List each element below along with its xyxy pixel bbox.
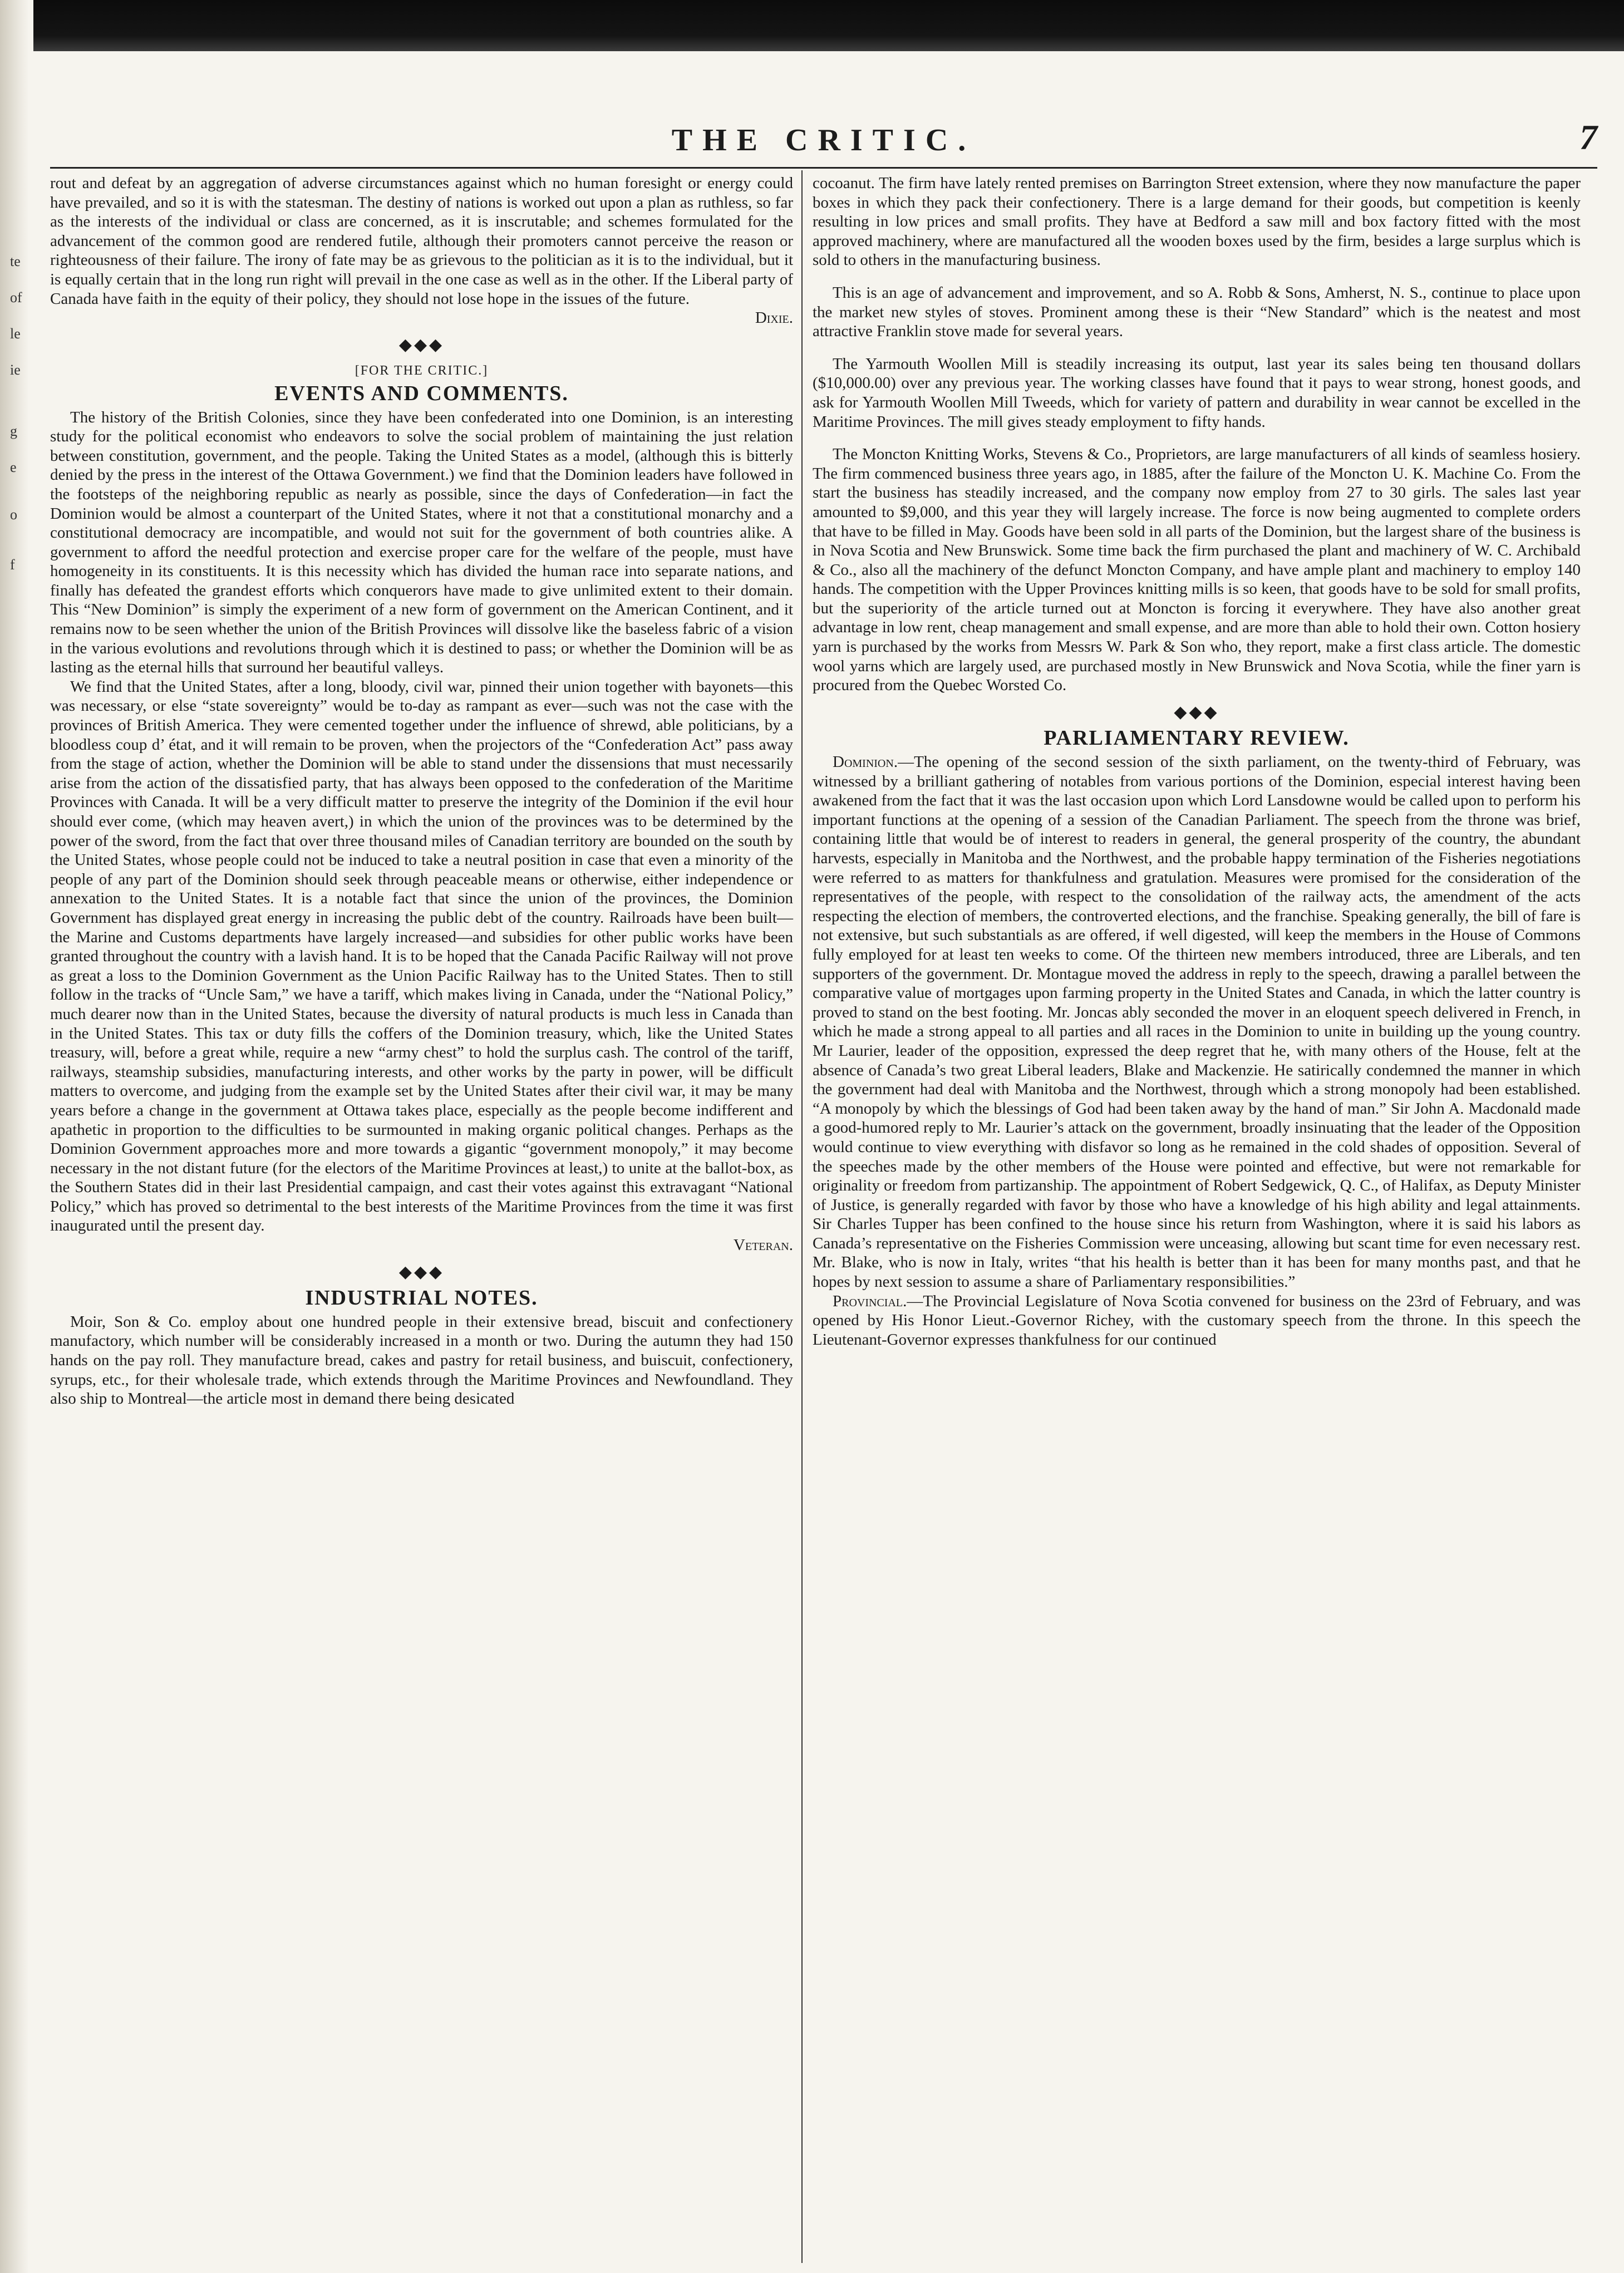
edge-mark: g — [10, 423, 17, 439]
scan-top-border — [33, 0, 1624, 51]
edge-mark: ie — [10, 362, 21, 378]
provincial-lead: Provincial. — [833, 1292, 907, 1310]
edge-mark: te — [10, 253, 21, 269]
masthead-title: THE CRITIC. — [671, 123, 976, 158]
author-signature: Veteran. — [733, 1236, 793, 1254]
industrial-paragraph: Moir, Son & Co. employ about one hundred people in their extensive bread, biscuit and confectionery manufactory, which number will be considerably increased in a month or two. During the autumn they had 150 hands on the pay roll. They manufacture bread, cakes and pastry for retail business, and buiscuit, confectionery, syrups, etc., for their wholesale trade, which extends through the Maritime Provinces and Newfoundland. They also ship to Montreal—the article most in demand there being desicated — [50, 1312, 793, 1408]
events-heading: EVENTS AND COMMENTS. — [274, 381, 569, 405]
right-column — [813, 174, 1581, 1349]
page-number: 7 — [1579, 117, 1597, 157]
industrial-paragraph: cocoanut. The firm have lately rented premises on Barrington Street extension, where they now manufacture the paper boxes in which they pack their confectionery. There is a large demand for their goods, but competition is keenly resulting in low prices and small profits. They have at Bedford a saw mill and box factory fitted with the most approved machinery, where are manufactured all the wooden boxes used by the firm, besides a large surplus which is sold to others in the manufacturing business. — [813, 174, 1581, 269]
running-head — [50, 117, 1597, 167]
dominion-lead: Dominion. — [833, 753, 898, 771]
gap — [813, 431, 1581, 445]
edge-mark: o — [10, 506, 17, 523]
provincial-paragraph — [813, 1292, 1581, 1350]
left-column — [50, 174, 793, 1409]
edge-mark: f — [10, 557, 15, 573]
industrial-paragraph: This is an age of advancement and improvement, and so A. Robb & Sons, Amherst, N. S., continue to place upon the market new styles of stoves. Prominent among these is their “New Standard” which is the neatest and most attractive Franklin stove made for several years. — [813, 283, 1581, 341]
section-ornament: ◆◆◆ — [398, 1262, 445, 1281]
dominion-paragraph — [813, 752, 1581, 1292]
edge-mark: of — [10, 289, 22, 306]
parliamentary-heading: PARLIAMENTARY REVIEW. — [1044, 726, 1350, 750]
page-edge-shadow — [0, 0, 29, 2273]
section-ornament: ◆◆◆ — [398, 335, 445, 354]
events-paragraph: We find that the United States, after a long, bloody, civil war, pinned their union together with bayonets—this was necessary, or else “state sovereignty” would be to-day as rampant as ever—such was not the case with the provinces of British America. They were cemented together under the influence of shrewd, able politicians, by a bloodless coup d’ état, and it will remain to be proven, when the projectors of the “Confederation Act” pass away from the stage of action, whether the Dominion will be able to stand under the dissensions that must necessarily arise from the action of the dissatisfied party, that has always been opposed to the confederation of the Maritime Provinces with Canada. It will be a very difficult matter to preserve the integrity of the Dominion if the evil hour should ever come, (which may heaven avert,) in which the union of the provinces was to be determined by the power of the sword, from the fact that over three thousand miles of Canadian territory are bounded on the south by the United States, whose people could not be induced to take a neutral position in case that even a minority of the people of any part of the Dominion should seek through peaceable means or otherwise, either independence or annexation to the United States. It is a notable fact that since the union of the provinces, the Dominion Government has displayed great energy in increasing the public debt of the country. Railroads have been built—the Marine and Customs departments have largely increased—and subsidies for other public works have been granted throughout the country with a lavish hand. It is to be hoped that the Canada Pacific Railway will not prove as great a loss to the Dominion Government as the Union Pacific Railway has to the United States. Then to still follow in the tracks of “Uncle Sam,” we have a tariff, which makes living in Canada, under the “National Policy,” much dearer now than in the United States, because the diversity of natural products is much less in Canada than in the United States. This tax or duty fills the coffers of the Dominion treasury, which, like the United States treasury, will, before a great while, require a new “army chest” to hold the surplus cash. The control of the tariff, railways, steamship subsidies, manufacturing interests, and other works by the party in power, will be difficult matters to overcome, and judging from the example set by the United States after their civil war, it may be many years before a change in the government at Ottawa takes place, especially as the people become indifferent and apathetic in proportion to the difficulties to be surmounted in making organic political changes. Perhaps as the Dominion Government approaches more and more towards a gigantic “government monopoly,” it may become necessary in the not distant future (for the electors of the Maritime Provinces at least,) to unite at the ballot-box, as the Southern States did in their last Presidential campaign, and cast their votes against this extravagant “National Policy,” which has proved so detrimental to the best interests of the Maritime Provinces from the time it was first inaugurated until the present day. — [50, 677, 793, 1235]
column-divider — [801, 170, 803, 2263]
events-paragraph: The history of the British Colonies, since they have been confederated into one Dominion, is an interesting study for the political economist who endeavors to solve the social problem of maintaining the just relation between constitution, government, and the people. Taking the United States as a model, (although this is bitterly denied by the press in the interest of the Ottawa Government.) we find that the Dominion leaders have followed in the footsteps of the neighboring republic as nearly as possible, since the days of Confederation—in fact the Dominion would be almost a counterpart of the United States, where it not that a constitutional monarchy and a constitutional democracy are incompatible, and would not suit for the government of both countries alike. A government to afford the needful protection and exercise proper care for the welfare of the people, must have homogeneity in its constituents. It is this necessity which has divided the human race into separate nations, and finally has defeated the grandest efforts which conquerors have made to give unlimited extent to their domain. This “New Dominion” is simply the experiment of a new form of government on the American Continent, and it remains now to be seen whether the union of the British Provinces will dissolve like the baseless fabric of a vision in the various evolutions and revolutions through which it is destined to pass; or whether the Dominion will be as lasting as the eternal hills that surround her beautiful valleys. — [50, 408, 793, 677]
gap — [813, 270, 1581, 283]
provincial-text: —The Provincial Legislature of Nova Scotia convened for business on the 23rd of February, and was opened by His Honor Lieut.-Governor Richey, with the customary speech from the throne. In this speech the Lieutenant-Governor expresses thankfulness for our continued — [813, 1292, 1581, 1349]
industrial-paragraph: The Yarmouth Woollen Mill is steadily increasing its output, last year its sales being ten thousand dollars ($10,000.00) over any previous year. The working classes have found that it pays to wear strong, honest goods, and ask for Yarmouth Woollen Mill Tweeds, which for variety of pattern and durability in wear cannot be excelled in the Maritime Provinces. The mill gives steady employment to fifty hands. — [813, 355, 1581, 431]
dominion-text: —The opening of the second session of the sixth parliament, on the twenty-third of February, was witnessed by a brilliant gathering of notables from various portions of the Dominion, especial interest having been awakened from the fact that it was the last occasion upon which Lord Lansdowne would be called upon to perform his important functions at the opening of a session of the Canadian Parliament. The speech from the throne was brief, containing little that would be of interest to readers in general, the general prosperity of the country, the abundant harvests, especially in Manitoba and the Northwest, and the probable happy termination of the Fisheries negotiations were referred to as matters for thankfulness and gratulation. Measures were promised for the consideration of the representatives of the people, with respect to the consolidation of the railway acts, the amendment of the acts respecting the election of members, the controverted elections, and the franchise. Speaking generally, the bill of fare is not extensive, but such substantials as are offered, if well digested, will keep the members in the House of Commons fully employed for at least ten weeks to come. Of the thirteen new members introduced, three are Liberals, and ten supporters of the government. Dr. Montague moved the address in reply to the speech, drawing a parallel between the comparative value of mortgages upon farming property in the United States and Canada, in which the latter country is proved to stand on the best footing. Mr. Joncas ably seconded the mover in an eloquent speech delivered in French, in which he made a strong appeal to all parties and all races in the Dominion to unite in building up the young country. Mr Laurier, leader of the opposition, expressed the deep regret that he, with many others of the House, felt at the absence of Canada’s two great Liberal leaders, Blake and Mackenzie. He satirically condemned the manner in which the government had deal with Manitoba and the Northwest, through which a strong monopoly had been established. “A monopoly by which the blessings of God had been taken away by the hand of man.” Sir John A. Macdonald made a good-humored reply to Mr. Laurier’s attack on the government, broadly insinuating that the leader of the Opposition would continue to view everything with disfavor so long as he remained in the cold shades of opposition. Several of the speeches made by the other members of the House were pointed and effective, but were not remarkable for originality or freedom from partizanship. The appointment of Robert Sedgewick, Q. C., of Halifax, as Deputy Minister of Justice, is generally regarded with favor by those who have a knowledge of his high ability and legal attainments. Sir Charles Tupper has been confined to the house since his return from Washington, where it is said his labors as Canada’s representative on the Fisheries Commission were unceasing, allowing but scant time for even necessary rest. Mr. Blake, who is now in Italy, writes “that his health is better than it has been for many months past, and that he hopes by next session to assume a share of Parliamentary responsibilities.” — [813, 753, 1581, 1291]
article-credit: [FOR THE CRITIC.] — [355, 363, 489, 378]
header-rule — [50, 167, 1597, 169]
section-ornament: ◆◆◆ — [1174, 702, 1219, 721]
gap — [813, 341, 1581, 355]
edge-mark: e — [10, 459, 17, 475]
author-signature: Dixie. — [755, 309, 793, 327]
industrial-paragraph: The Moncton Knitting Works, Stevens & Co., Proprietors, are large manufacturers of all kinds of seamless hosiery. The firm commenced business three years ago, in 1885, after the failure of the Moncton U. K. Machine Co. From the start the business has steadily increased, and the company now employ from 27 to 30 girls. The sales last year amounted to $9,000, and this year they will largely increase. The force is now being augmented to complete orders that have to be filled in May. Goods have been sold in all parts of the Dominion, but the largest share of the business is in Nova Scotia and New Brunswick. Some time back the firm purchased the plant and machinery of W. C. Archibald & Co., also all the machinery of the defunct Moncton Company, and have ample plant and machinery to employ 140 hands. The competition with the Upper Provinces knitting mills is so keen, that goods have to be sold for small profits, but the superiority of the article turned out at Moncton is forcing it everywhere. They have also another great advantage in low rent, cheap management and small expense, and are more than able to hold their own. Cotton hosiery yarn is purchased by the works from Messrs W. Park & Son who, they report, make a first class article. The domestic wool yarns which are largely used, are purchased mostly in New Brunswick and Nova Scotia, while the finer yarn is procured from the Quebec Worsted Co. — [813, 445, 1581, 695]
carryover-paragraph: rout and defeat by an aggregation of adverse circumstances against which no human foresight or energy could have prevailed, and so it is with the statesman. The destiny of nations is worked out upon a plan as ruthless, so far as the interests of the individual or class are concerned, as it is inscrutable; and schemes formulated for the advancement of the common good are rendered futile, although their promoters cannot perceive the reason or righteousness of their failure. The irony of fate may be as grievous to the politician as it is to the individual, but it is equally certain that in the long run right will prevail in the one case as well as in the other. If the Liberal party of Canada have faith in the equity of their policy, they should not lose hope in the issues of the future. — [50, 174, 793, 308]
industrial-heading: INDUSTRIAL NOTES. — [305, 1286, 538, 1310]
edge-mark: le — [10, 326, 21, 342]
